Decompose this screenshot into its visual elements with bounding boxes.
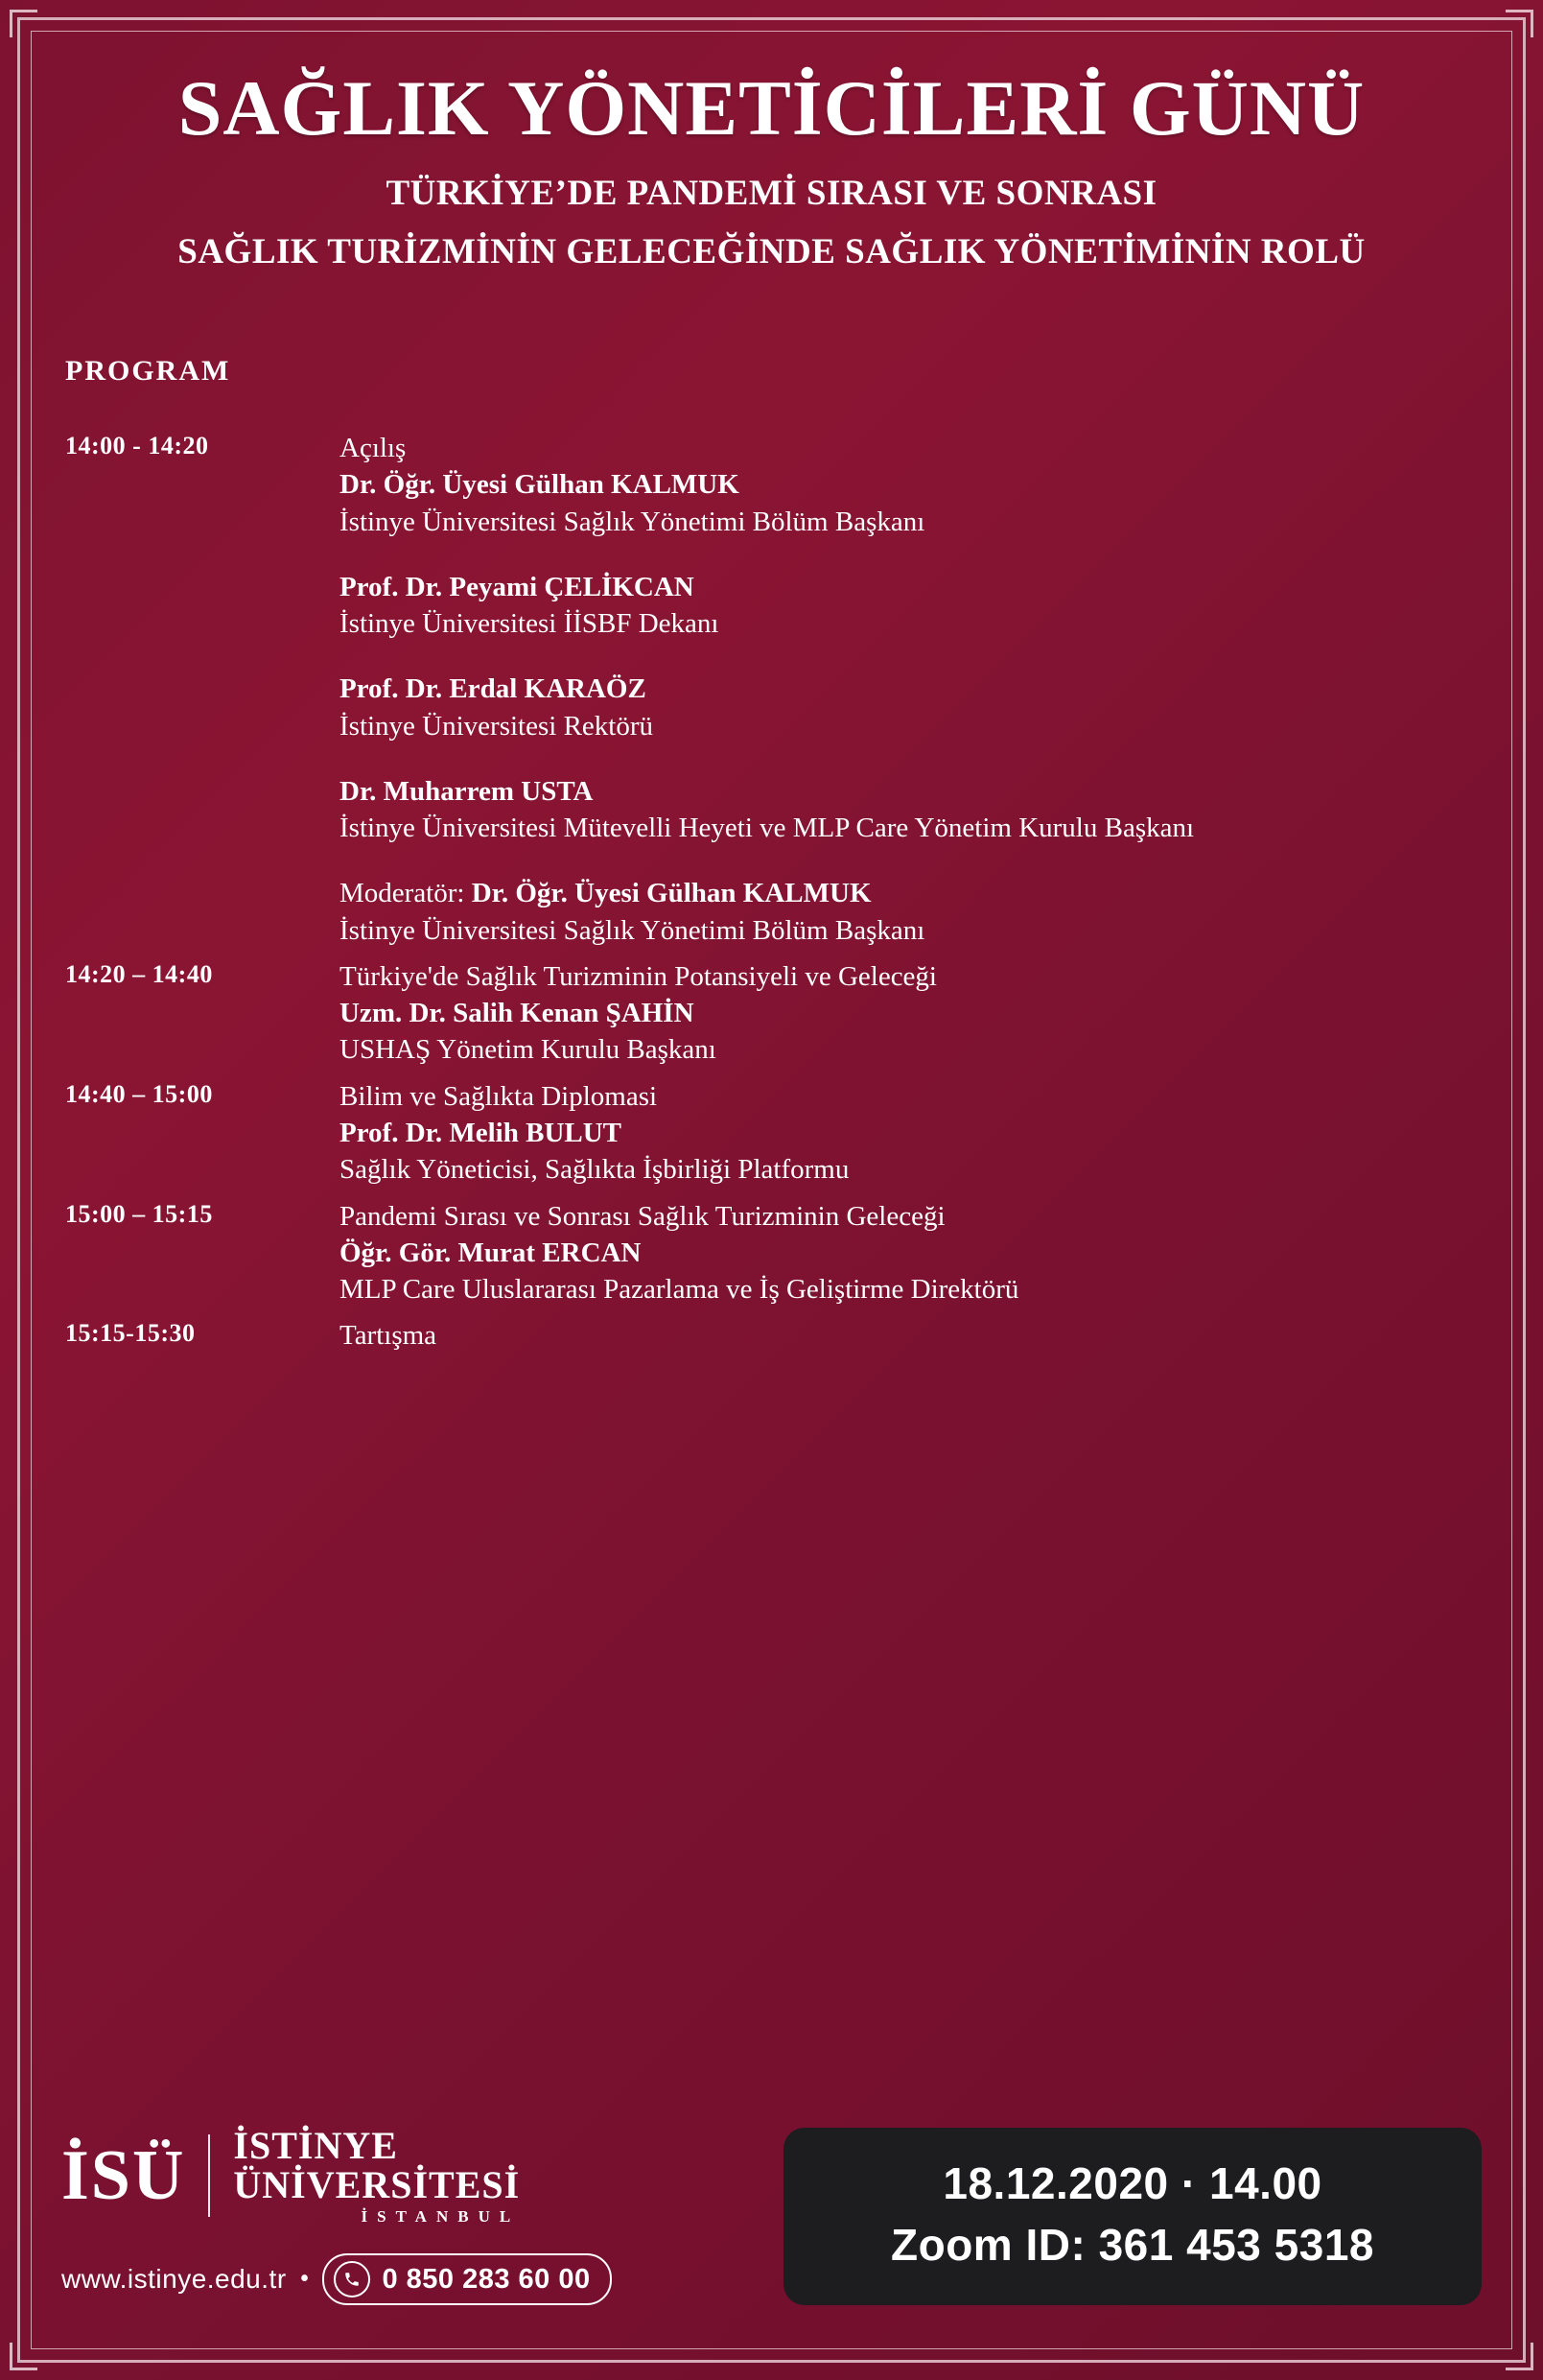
- entry-affiliation: Sağlık Yöneticisi, Sağlıkta İşbirliği Platformu: [339, 1154, 850, 1186]
- entry-affiliation: İstinye Üniversitesi Sağlık Yönetimi Bölüm Başkanı: [339, 914, 925, 946]
- schedule-entry: [339, 1078, 1485, 1189]
- logo-lockup: [61, 2124, 612, 2226]
- event-info-card: [783, 2128, 1482, 2305]
- isu-logo-mark: İSÜ: [61, 2136, 186, 2216]
- entry-topic: Pandemi Sırası ve Sonrası Sağlık Turizminin Geleceği: [339, 1200, 946, 1232]
- schedule-time: 14:00 - 14:20: [65, 432, 209, 460]
- separator-dot: •: [299, 2264, 310, 2294]
- entry-speaker: Dr. Muharrem USTA: [339, 775, 594, 807]
- entry-affiliation: MLP Care Uluslararası Pazarlama ve İş Geliştirme Direktörü: [339, 1274, 1019, 1306]
- schedule-entry: [339, 958, 1485, 1069]
- subtitle-line-1: TÜRKİYE’DE PANDEMİ SIRASI VE SONRASI: [386, 174, 1157, 213]
- phone-number: 0 850 283 60 00: [382, 2263, 591, 2295]
- entry-affiliation: İstinye Üniversitesi Sağlık Yönetimi Bölüm Başkanı: [339, 506, 925, 537]
- entry-affiliation: İstinye Üniversitesi Rektörü: [339, 710, 654, 742]
- title-block: [61, 0, 1482, 272]
- schedule-row: [65, 1078, 1485, 1189]
- zoom-id: Zoom ID: 361 453 5318: [891, 2219, 1374, 2270]
- schedule-entry: [339, 773, 1485, 847]
- entry-topic: Tartışma: [339, 1320, 437, 1352]
- entry-affiliation: İstinye Üniversitesi İİSBF Dekanı: [339, 608, 719, 640]
- brand-line-3: İSTANBUL: [361, 2206, 521, 2226]
- event-datetime: 18.12.2020 · 14.00: [943, 2158, 1322, 2208]
- schedule-time: 15:15-15:30: [65, 1319, 196, 1348]
- entry-speaker: Prof. Dr. Peyami ÇELİKCAN: [339, 571, 694, 602]
- contact-row: [61, 2253, 612, 2305]
- entry-speaker: Dr. Öğr. Üyesi Gülhan KALMUK: [471, 878, 872, 909]
- subtitle-line-2: SAĞLIK TURİZMİNİN GELECEĞİNDE SAĞLIK YÖNETİMİNİN ROLÜ: [177, 232, 1366, 271]
- schedule-entries: [339, 1198, 1485, 1308]
- schedule-time: 15:00 – 15:15: [65, 1199, 213, 1228]
- program-schedule: [65, 430, 1485, 1355]
- schedule-time: 14:20 – 14:40: [65, 959, 213, 988]
- schedule-entry: [339, 1317, 1485, 1354]
- entry-affiliation: İstinye Üniversitesi Mütevelli Heyeti ve MLP Care Yönetim Kurulu Başkanı: [339, 813, 1195, 844]
- program-heading: PROGRAM: [65, 355, 231, 387]
- entry-speaker: Öğr. Gör. Murat ERCAN: [339, 1237, 642, 1268]
- poster-footer: [61, 2124, 1482, 2305]
- entry-speaker: Dr. Öğr. Üyesi Gülhan KALMUK: [339, 469, 739, 501]
- schedule-row: [65, 1317, 1485, 1354]
- university-branding: [61, 2124, 612, 2305]
- schedule-row: [65, 958, 1485, 1069]
- entry-speaker: Uzm. Dr. Salih Kenan ŞAHİN: [339, 998, 694, 1029]
- brand-line-2: ÜNİVERSİTESİ: [233, 2162, 521, 2206]
- schedule-entry: [339, 671, 1485, 744]
- logo-divider: [208, 2134, 210, 2217]
- schedule-entries: [339, 958, 1485, 1069]
- phone-icon: [334, 2261, 370, 2298]
- entry-topic: Bilim ve Sağlıkta Diplomasi: [339, 1080, 658, 1112]
- moderator-prefix: Moderatör:: [339, 878, 472, 909]
- entry-speaker: Prof. Dr. Melih BULUT: [339, 1117, 622, 1148]
- schedule-row: [65, 430, 1485, 949]
- entry-topic: Açılış: [339, 433, 407, 463]
- schedule-entry: [339, 1198, 1485, 1308]
- schedule-entries: [339, 1317, 1485, 1354]
- schedule-entries: [339, 1078, 1485, 1189]
- brand-line-1: İSTİNYE: [233, 2124, 398, 2168]
- website-link[interactable]: www.istinye.edu.tr: [61, 2264, 287, 2294]
- schedule-time: 14:40 – 15:00: [65, 1079, 213, 1108]
- entry-topic: Türkiye'de Sağlık Turizminin Potansiyeli ve Geleceği: [339, 960, 937, 992]
- phone-badge[interactable]: [322, 2253, 611, 2305]
- schedule-entry: [339, 430, 1485, 540]
- schedule-entries: [339, 430, 1485, 949]
- entry-speaker: Prof. Dr. Erdal KARAÖZ: [339, 673, 646, 705]
- schedule-entry-moderator: [339, 875, 1485, 949]
- schedule-entry: [339, 569, 1485, 643]
- page-title: SAĞLIK YÖNETİCİLERİ GÜNÜ: [177, 64, 1366, 152]
- university-name: [233, 2124, 521, 2226]
- entry-affiliation: USHAŞ Yönetim Kurulu Başkanı: [339, 1034, 716, 1066]
- schedule-row: [65, 1198, 1485, 1308]
